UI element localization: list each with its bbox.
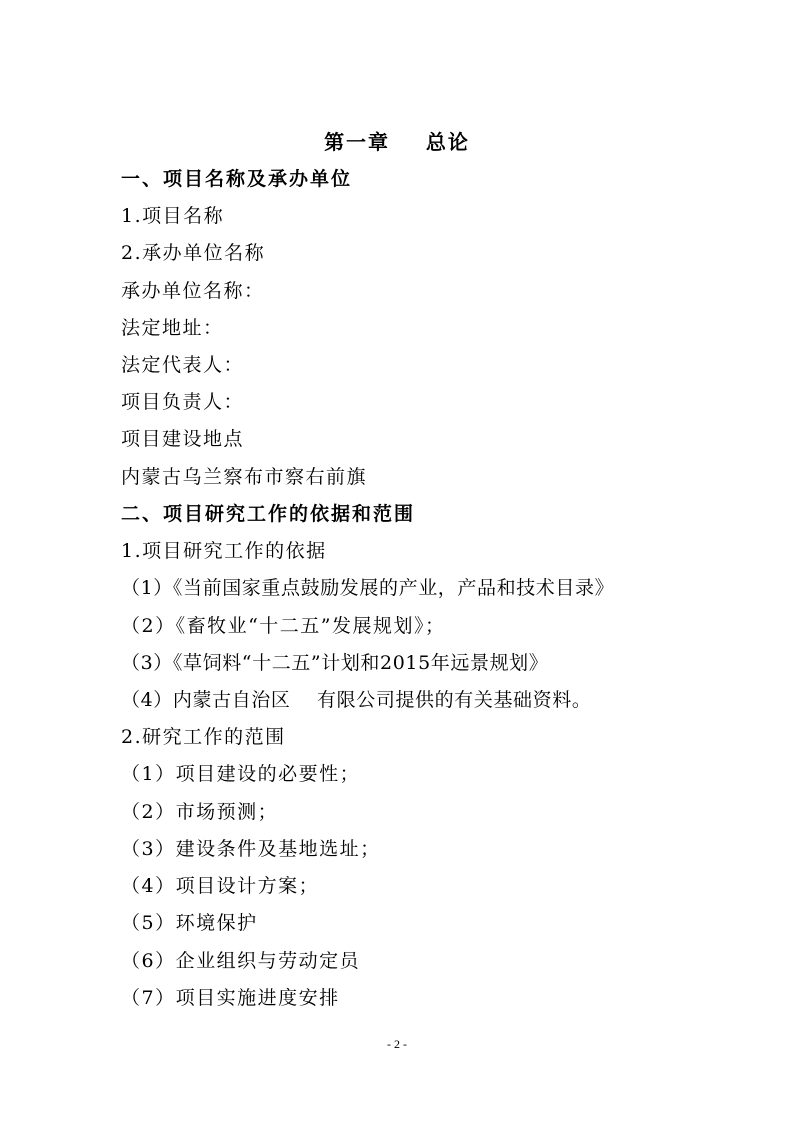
list-item: （5）环境保护 [121, 912, 258, 934]
text-line: 法定地址： [121, 317, 224, 339]
section-heading: 一、项目名称及承办单位 [121, 168, 353, 190]
list-item: （3）建设条件及基地选址； [121, 838, 381, 860]
text-line: 2.研究工作的范围 [121, 726, 286, 748]
text-line: 项目负责人： [121, 391, 245, 413]
text-line: 承办单位名称： [121, 280, 265, 302]
list-item: （1）《当前国家重点鼓励发展的产业，产品和技术目录》 [121, 577, 615, 599]
text-line: 1.项目名称 [121, 205, 225, 227]
list-item: （4）内蒙古自治区 有限公司提供的有关基础资料。 [121, 689, 592, 711]
section-heading: 二、项目研究工作的依据和范围 [121, 503, 416, 525]
list-item: （3）《草饲料“十二五”计划和2015年远景规划》 [121, 652, 549, 674]
list-item: （7）项目实施进度安排 [121, 987, 340, 1009]
text-line: 内蒙古乌兰察布市察右前旗 [121, 466, 368, 488]
text-line: 2.承办单位名称 [121, 242, 266, 264]
list-item: （4）项目设计方案； [121, 875, 320, 897]
list-item: （6）企业组织与劳动定员 [121, 950, 361, 972]
page-number: - 2 - [387, 1037, 407, 1051]
chapter-title: 第一章 总论 [324, 130, 470, 154]
list-item: （1）项目建设的必要性； [121, 763, 361, 785]
text-line: 1.项目研究工作的依据 [121, 540, 327, 562]
list-item: （2）市场预测； [121, 801, 279, 823]
text-line: 项目建设地点 [121, 428, 245, 450]
text-line: 法定代表人： [121, 354, 245, 376]
list-item: （2）《畜牧业“十二五”发展规划》； [121, 615, 446, 637]
